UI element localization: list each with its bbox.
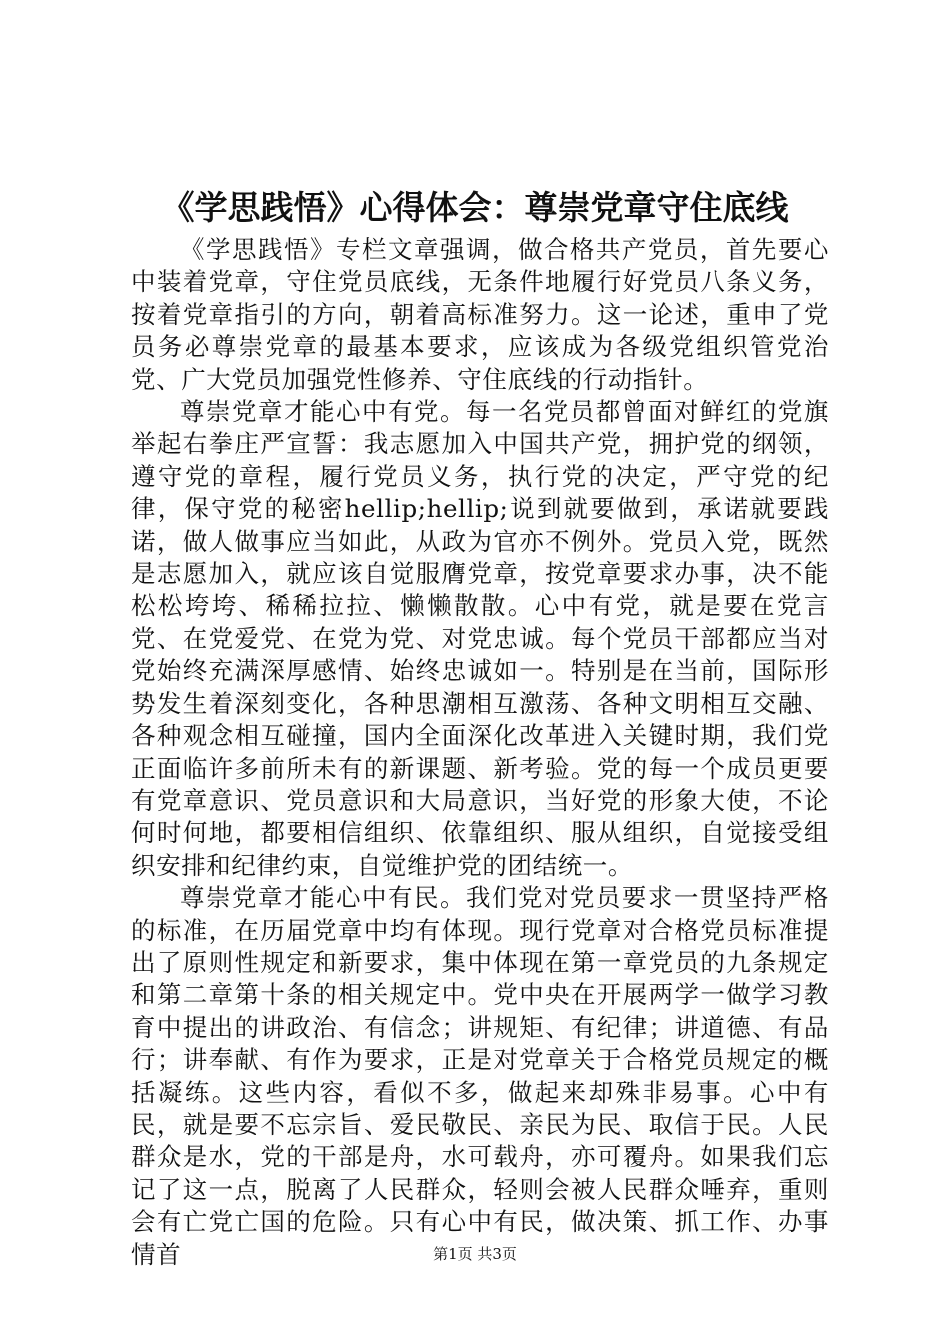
paragraph-heart-with-people: 尊崇党章才能心中有民。我们党对党员要求一贯坚持严格的标准，在历届党章中均有体现。现行党章对合格党员标准提出了原则性规定和新要求，集中体现在第一章党员的九条规定和第二章第十条的相关规定中。党中央在开展两学一做学习教育中提出的讲政治、有信念；讲规矩、有纪律；讲道德、有品行；讲奉献、有作为要求，正是对党章关于合格党员规定的概括凝练。这些内容，看似不多，做起来却殊非易事。心中有民，就是要不忘宗旨、爱民敬民、亲民为民、取信于民。人民群众是水，党的干部是舟，水可载舟，亦可覆舟。如果我们忘记了这一点，脱离了人民群众，轻则会被人民群众唾弃，重则会有亡党亡国的危险。只有心中有民，做决策、抓工作、办事情首 [131, 883, 829, 1269]
page-footer: 第1页 共3页 [433, 1245, 517, 1263]
paragraph-heart-with-party: 尊崇党章才能心中有党。每一名党员都曾面对鲜红的党旗举起右拳庄严宣誓：我志愿加入中国共产党，拥护党的纲领，遵守党的章程，履行党员义务，执行党的决定，严守党的纪律，保守党的秘密hellip;hellip;说到就要做到，承诺就要践诺，做人做事应当如此，从政为官亦不例外。党员入党，既然是志愿加入，就应该自觉服膺党章，按党章要求办事，决不能松松垮垮、稀稀拉拉、懒懒散散。心中有党，就是要在党言党、在党爱党、在党为党、对党忠诚。每个党员干部都应当对党始终充满深厚感情、始终忠诚如一。特别是在当前，国际形势发生着深刻变化，各种思潮相互激荡、各种文明相互交融、各种观念相互碰撞，国内全面深化改革进入关键时期，我们党正面临许多前所未有的新课题、新考验。党的每一个成员更要有党章意识、党员意识和大局意识，当好党的形象大使，不论何时何地，都要相信组织、依靠组织、服从组织，自觉接受组织安排和纪律约束，自觉维护党的团结统一。 [131, 397, 829, 880]
document-body [131, 234, 829, 1271]
paragraph-intro: 《学思践悟》专栏文章强调，做合格共产党员，首先要心中装着党章，守住党员底线，无条件地履行好党员八条义务，按着党章指引的方向，朝着高标准努力。这一论述，重申了党员务必尊崇党章的最基本要求，应该成为各级党组织管党治党、广大党员加强党性修养、守住底线的行动指针。 [131, 235, 829, 394]
document-title: 《学思践悟》心得体会：尊崇党章守住底线 [161, 188, 789, 227]
